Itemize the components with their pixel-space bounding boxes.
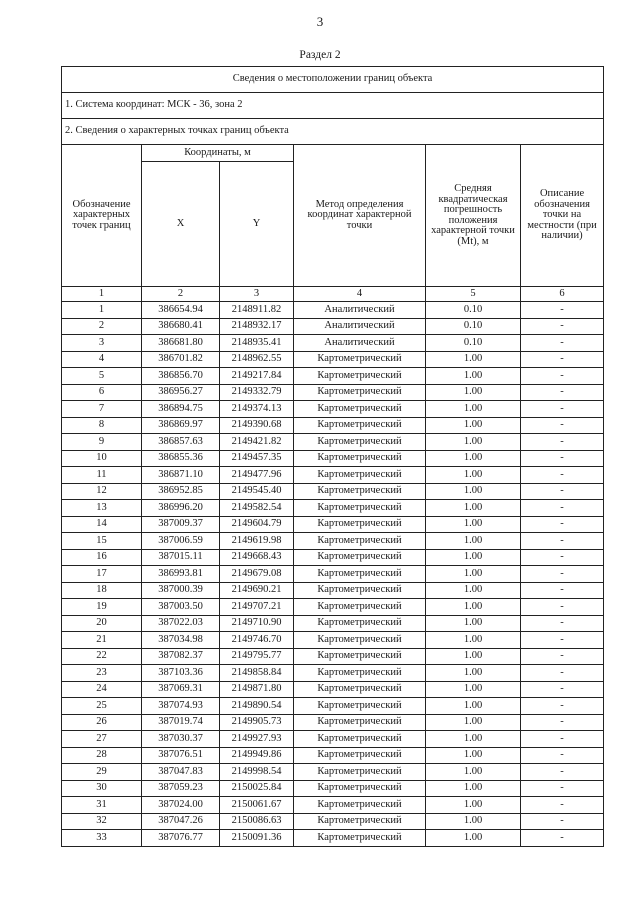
point-number-cell: 7 (62, 401, 142, 418)
y-coordinate-cell: 2149390.68 (220, 417, 294, 434)
y-coordinate-cell: 2149690.21 (220, 582, 294, 599)
method-cell: Картометрический (294, 384, 426, 401)
x-coordinate-cell: 387024.00 (142, 797, 220, 814)
header-coordinates: Координаты, м (142, 145, 294, 162)
column-number: 1 (62, 287, 142, 302)
table-row (62, 615, 604, 632)
table-row (62, 797, 604, 814)
section-title: Раздел 2 (299, 49, 341, 61)
y-coordinate-cell: 2149668.43 (220, 549, 294, 566)
method-cell: Аналитический (294, 318, 426, 335)
method-cell: Картометрический (294, 665, 426, 682)
accuracy-cell: 1.00 (426, 648, 521, 665)
x-coordinate-cell: 386993.81 (142, 566, 220, 583)
table-row (62, 450, 604, 467)
x-coordinate-cell: 386855.36 (142, 450, 220, 467)
y-coordinate-cell: 2150025.84 (220, 780, 294, 797)
y-coordinate-cell: 2148962.55 (220, 351, 294, 368)
point-number-cell: 13 (62, 500, 142, 517)
table-row (62, 632, 604, 649)
method-cell: Картометрический (294, 615, 426, 632)
y-coordinate-cell: 2149217.84 (220, 368, 294, 385)
header-accuracy: Средняя квадратическая погрешность положения характерной точки (Mt), м (426, 145, 521, 287)
accuracy-cell: 0.10 (426, 318, 521, 335)
description-cell: - (521, 368, 604, 385)
x-coordinate-cell: 387059.23 (142, 780, 220, 797)
y-coordinate-cell: 2149332.79 (220, 384, 294, 401)
point-number-cell: 28 (62, 747, 142, 764)
method-cell: Картометрический (294, 780, 426, 797)
method-cell: Картометрический (294, 516, 426, 533)
accuracy-cell: 1.00 (426, 764, 521, 781)
description-cell: - (521, 797, 604, 814)
table-row (62, 302, 604, 319)
y-coordinate-cell: 2149582.54 (220, 500, 294, 517)
x-coordinate-cell: 387034.98 (142, 632, 220, 649)
method-cell: Картометрический (294, 681, 426, 698)
accuracy-cell: 1.00 (426, 665, 521, 682)
boundary-points-table (61, 66, 604, 847)
accuracy-cell: 1.00 (426, 516, 521, 533)
point-number-cell: 2 (62, 318, 142, 335)
table-row (62, 434, 604, 451)
method-cell: Картометрический (294, 648, 426, 665)
table-row (62, 549, 604, 566)
column-number: 5 (426, 287, 521, 302)
accuracy-cell: 1.00 (426, 632, 521, 649)
method-cell: Картометрический (294, 401, 426, 418)
point-number-cell: 30 (62, 780, 142, 797)
table-row (62, 698, 604, 715)
accuracy-cell: 1.00 (426, 500, 521, 517)
page-number: 3 (316, 14, 324, 29)
method-cell: Картометрический (294, 830, 426, 847)
accuracy-cell: 0.10 (426, 335, 521, 352)
x-coordinate-cell: 386856.70 (142, 368, 220, 385)
x-coordinate-cell: 386956.27 (142, 384, 220, 401)
description-cell: - (521, 582, 604, 599)
accuracy-cell: 1.00 (426, 797, 521, 814)
description-cell: - (521, 417, 604, 434)
description-cell: - (521, 698, 604, 715)
accuracy-cell: 1.00 (426, 582, 521, 599)
x-coordinate-cell: 386857.63 (142, 434, 220, 451)
point-number-cell: 10 (62, 450, 142, 467)
x-coordinate-cell: 387047.83 (142, 764, 220, 781)
point-number-cell: 18 (62, 582, 142, 599)
accuracy-cell: 1.00 (426, 549, 521, 566)
description-cell: - (521, 335, 604, 352)
method-cell: Картометрический (294, 813, 426, 830)
x-coordinate-cell: 387047.26 (142, 813, 220, 830)
table-row (62, 648, 604, 665)
description-cell: - (521, 318, 604, 335)
table-row (62, 368, 604, 385)
y-coordinate-cell: 2149679.08 (220, 566, 294, 583)
table-row (62, 830, 604, 847)
method-cell: Картометрический (294, 417, 426, 434)
table-row (62, 566, 604, 583)
y-coordinate-cell: 2150061.67 (220, 797, 294, 814)
accuracy-cell: 1.00 (426, 417, 521, 434)
point-number-cell: 15 (62, 533, 142, 550)
y-coordinate-cell: 2149890.54 (220, 698, 294, 715)
point-number-cell: 31 (62, 797, 142, 814)
point-number-cell: 12 (62, 483, 142, 500)
accuracy-cell: 1.00 (426, 681, 521, 698)
y-coordinate-cell: 2149477.96 (220, 467, 294, 484)
accuracy-cell: 1.00 (426, 533, 521, 550)
method-cell: Картометрический (294, 582, 426, 599)
y-coordinate-cell: 2149927.93 (220, 731, 294, 748)
point-number-cell: 20 (62, 615, 142, 632)
method-cell: Картометрический (294, 599, 426, 616)
method-cell: Картометрический (294, 483, 426, 500)
description-cell: - (521, 302, 604, 319)
table-row (62, 764, 604, 781)
point-number-cell: 3 (62, 335, 142, 352)
method-cell: Картометрический (294, 467, 426, 484)
table-row (62, 384, 604, 401)
point-number-cell: 33 (62, 830, 142, 847)
method-cell: Картометрический (294, 368, 426, 385)
y-coordinate-cell: 2149604.79 (220, 516, 294, 533)
table-row (62, 467, 604, 484)
accuracy-cell: 1.00 (426, 483, 521, 500)
y-coordinate-cell: 2150086.63 (220, 813, 294, 830)
accuracy-cell: 1.00 (426, 830, 521, 847)
method-cell: Картометрический (294, 764, 426, 781)
description-cell: - (521, 632, 604, 649)
table-row (62, 665, 604, 682)
description-cell: - (521, 764, 604, 781)
point-number-cell: 6 (62, 384, 142, 401)
description-cell: - (521, 516, 604, 533)
x-coordinate-cell: 387030.37 (142, 731, 220, 748)
x-coordinate-cell: 387009.37 (142, 516, 220, 533)
point-number-cell: 4 (62, 351, 142, 368)
column-numbers-row (62, 287, 604, 302)
y-coordinate-cell: 2149905.73 (220, 714, 294, 731)
y-coordinate-cell: 2148911.82 (220, 302, 294, 319)
x-coordinate-cell: 387069.31 (142, 681, 220, 698)
column-number: 6 (521, 287, 604, 302)
y-coordinate-cell: 2149998.54 (220, 764, 294, 781)
x-coordinate-cell: 387074.93 (142, 698, 220, 715)
table-row (62, 780, 604, 797)
description-cell: - (521, 483, 604, 500)
table-row (62, 582, 604, 599)
point-number-cell: 19 (62, 599, 142, 616)
description-cell: - (521, 401, 604, 418)
description-cell: - (521, 747, 604, 764)
description-cell: - (521, 714, 604, 731)
accuracy-cell: 1.00 (426, 747, 521, 764)
y-coordinate-cell: 2149545.40 (220, 483, 294, 500)
method-cell: Картометрический (294, 450, 426, 467)
y-coordinate-cell: 2149619.98 (220, 533, 294, 550)
y-coordinate-cell: 2149795.77 (220, 648, 294, 665)
method-cell: Картометрический (294, 747, 426, 764)
y-coordinate-cell: 2149871.80 (220, 681, 294, 698)
accuracy-cell: 1.00 (426, 599, 521, 616)
x-coordinate-cell: 386894.75 (142, 401, 220, 418)
description-cell: - (521, 731, 604, 748)
header-point-designation: Обозначение характерных точек границ (62, 145, 142, 287)
accuracy-cell: 1.00 (426, 566, 521, 583)
table-row (62, 533, 604, 550)
points-caption: 2. Сведения о характерных точках границ объекта (62, 119, 604, 145)
point-number-cell: 23 (62, 665, 142, 682)
coordinate-system: 1. Система координат: МСК - 36, зона 2 (62, 93, 604, 119)
description-cell: - (521, 665, 604, 682)
method-cell: Картометрический (294, 434, 426, 451)
point-number-cell: 8 (62, 417, 142, 434)
method-cell: Картометрический (294, 632, 426, 649)
method-cell: Картометрический (294, 797, 426, 814)
method-cell: Картометрический (294, 698, 426, 715)
x-coordinate-cell: 387019.74 (142, 714, 220, 731)
y-coordinate-cell: 2148935.41 (220, 335, 294, 352)
description-cell: - (521, 681, 604, 698)
x-coordinate-cell: 387003.50 (142, 599, 220, 616)
point-number-cell: 22 (62, 648, 142, 665)
description-cell: - (521, 351, 604, 368)
x-coordinate-cell: 386952.85 (142, 483, 220, 500)
point-number-cell: 27 (62, 731, 142, 748)
accuracy-cell: 1.00 (426, 615, 521, 632)
description-cell: - (521, 533, 604, 550)
y-coordinate-cell: 2149746.70 (220, 632, 294, 649)
point-number-cell: 16 (62, 549, 142, 566)
table-row (62, 318, 604, 335)
y-coordinate-cell: 2149858.84 (220, 665, 294, 682)
point-number-cell: 14 (62, 516, 142, 533)
table-row (62, 483, 604, 500)
point-number-cell: 9 (62, 434, 142, 451)
table-row (62, 813, 604, 830)
description-cell: - (521, 450, 604, 467)
accuracy-cell: 1.00 (426, 434, 521, 451)
description-cell: - (521, 648, 604, 665)
description-cell: - (521, 549, 604, 566)
accuracy-cell: 1.00 (426, 714, 521, 731)
x-coordinate-cell: 386680.41 (142, 318, 220, 335)
table-row (62, 747, 604, 764)
accuracy-cell: 1.00 (426, 351, 521, 368)
point-number-cell: 5 (62, 368, 142, 385)
description-cell: - (521, 780, 604, 797)
accuracy-cell: 1.00 (426, 731, 521, 748)
x-coordinate-cell: 387015.11 (142, 549, 220, 566)
y-coordinate-cell: 2148932.17 (220, 318, 294, 335)
point-number-cell: 11 (62, 467, 142, 484)
point-number-cell: 26 (62, 714, 142, 731)
table-row (62, 500, 604, 517)
method-cell: Картометрический (294, 500, 426, 517)
accuracy-cell: 1.00 (426, 698, 521, 715)
accuracy-cell: 1.00 (426, 780, 521, 797)
table-row (62, 599, 604, 616)
point-number-cell: 21 (62, 632, 142, 649)
y-coordinate-cell: 2149949.86 (220, 747, 294, 764)
y-coordinate-cell: 2149421.82 (220, 434, 294, 451)
y-coordinate-cell: 2149374.13 (220, 401, 294, 418)
description-cell: - (521, 566, 604, 583)
accuracy-cell: 1.00 (426, 384, 521, 401)
method-cell: Аналитический (294, 302, 426, 319)
x-coordinate-cell: 387022.03 (142, 615, 220, 632)
accuracy-cell: 1.00 (426, 813, 521, 830)
y-coordinate-cell: 2149710.90 (220, 615, 294, 632)
y-coordinate-cell: 2149707.21 (220, 599, 294, 616)
x-coordinate-cell: 387082.37 (142, 648, 220, 665)
x-coordinate-cell: 387076.51 (142, 747, 220, 764)
point-number-cell: 24 (62, 681, 142, 698)
accuracy-cell: 1.00 (426, 450, 521, 467)
x-coordinate-cell: 386654.94 (142, 302, 220, 319)
description-cell: - (521, 599, 604, 616)
column-number: 3 (220, 287, 294, 302)
x-coordinate-cell: 386871.10 (142, 467, 220, 484)
point-number-cell: 32 (62, 813, 142, 830)
method-cell: Картометрический (294, 533, 426, 550)
method-cell: Картометрический (294, 714, 426, 731)
table-row (62, 351, 604, 368)
point-number-cell: 1 (62, 302, 142, 319)
point-number-cell: 25 (62, 698, 142, 715)
method-cell: Картометрический (294, 731, 426, 748)
description-cell: - (521, 384, 604, 401)
description-cell: - (521, 500, 604, 517)
header-description: Описание обозначения точки на местности (при наличии) (521, 145, 604, 287)
x-coordinate-cell: 386681.80 (142, 335, 220, 352)
accuracy-cell: 1.00 (426, 467, 521, 484)
description-cell: - (521, 615, 604, 632)
table-row (62, 417, 604, 434)
x-coordinate-cell: 387006.59 (142, 533, 220, 550)
x-coordinate-cell: 386869.97 (142, 417, 220, 434)
y-coordinate-cell: 2150091.36 (220, 830, 294, 847)
table-row (62, 731, 604, 748)
table-row (62, 401, 604, 418)
x-coordinate-cell: 387076.77 (142, 830, 220, 847)
x-coordinate-cell: 387103.36 (142, 665, 220, 682)
x-coordinate-cell: 386996.20 (142, 500, 220, 517)
column-number: 4 (294, 287, 426, 302)
description-cell: - (521, 830, 604, 847)
method-cell: Аналитический (294, 335, 426, 352)
description-cell: - (521, 467, 604, 484)
method-cell: Картометрический (294, 351, 426, 368)
accuracy-cell: 1.00 (426, 401, 521, 418)
header-x: X (142, 162, 220, 287)
x-coordinate-cell: 387000.39 (142, 582, 220, 599)
x-coordinate-cell: 386701.82 (142, 351, 220, 368)
method-cell: Картометрический (294, 566, 426, 583)
header-y: Y (220, 162, 294, 287)
table-caption: Сведения о местоположении границ объекта (62, 67, 604, 93)
table-row (62, 516, 604, 533)
point-number-cell: 29 (62, 764, 142, 781)
accuracy-cell: 0.10 (426, 302, 521, 319)
table-row (62, 335, 604, 352)
description-cell: - (521, 434, 604, 451)
table-row (62, 681, 604, 698)
header-method: Метод определения координат характерной точки (294, 145, 426, 287)
y-coordinate-cell: 2149457.35 (220, 450, 294, 467)
method-cell: Картометрический (294, 549, 426, 566)
accuracy-cell: 1.00 (426, 368, 521, 385)
point-number-cell: 17 (62, 566, 142, 583)
description-cell: - (521, 813, 604, 830)
column-number: 2 (142, 287, 220, 302)
table-row (62, 714, 604, 731)
